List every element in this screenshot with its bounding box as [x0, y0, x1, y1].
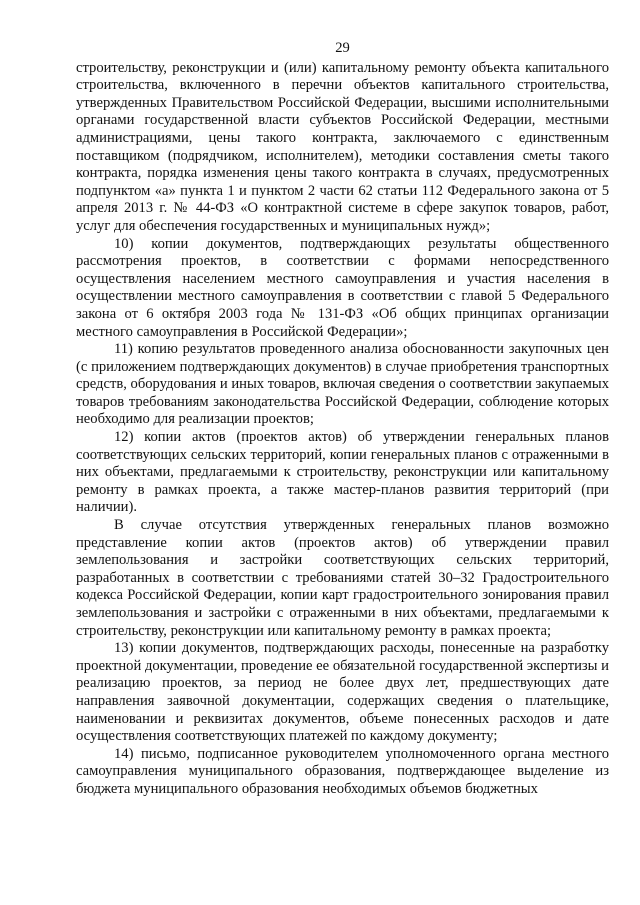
paragraph-item-10: 10) копии документов, подтверждающих результаты общественного рассмотрения проектов, в соответствии с формами непосредственного осуществления населением местного самоуправления и участия населения в осуществлении местного самоуправления в соответствии с главой 5 Федерального закона от 6 октября 2003 года № 131-ФЗ «Об общих принципах организации местного самоуправления в Российской Федерации»; [76, 235, 609, 340]
paragraph-general-plans-absence: В случае отсутствия утвержденных генеральных планов возможно представление копии актов (проектов актов) об утверждении правил землепользования и застройки соответствующих сельских территорий, разработанных в соответствии с требованиями статей 30–32 Градостроительного кодекса Российской Федерации, копии карт градостроительного зонирования правил землепользования и застройки с отраженными в них объектами, предлагаемыми к строительству, реконструкции или капитальному ремонту в рамках проекта; [76, 517, 609, 639]
paragraph-item-11: 11) копию результатов проведенного анализа обоснованности закупочных цен (с приложением подтверждающих документов) в случае приобретения транспортных средств, оборудования и иных товаров, включая сведения о соответствии закупаемых товаров требованиям законодательства Российской Федерации, соблюдение которых необходимо для реализации проектов; [76, 341, 609, 428]
document-page [76, 40, 609, 799]
page-number: 29 [335, 40, 350, 56]
paragraph-item-14: 14) письмо, подписанное руководителем уполномоченного органа местного самоуправления муниципального образования, подтверждающее выделение из бюджета муниципального образования необходимых объемов бюджетных [76, 745, 609, 797]
paragraph-item-12: 12) копии актов (проектов актов) об утверждении генеральных планов соответствующих сельских территорий, копии генеральных планов с отраженными в них объектами, предлагаемыми к строительству, реконструкции или капитальному ремонту в рамках проекта, а также мастер-планов развития территорий (при наличии). [76, 429, 609, 516]
paragraph-item-13: 13) копии документов, подтверждающих расходы, понесенные на разработку проектной документации, проведение ее обязательной государственной экспертизы и реализацию проектов, за период не более двух лет, предшествующих дате направления заявочной документации, содержащих сведения о плательщике, наименовании и реквизитах документов, объеме понесенных расходов и дате осуществления соответствующих платежей по каждому документу; [76, 640, 609, 745]
paragraph-continuation: строительству, реконструкции и (или) капитальному ремонту объекта капитального строительства, включенного в перечни объектов капитального строительства, утвержденных Правительством Российской Федерации, высшими исполнительными органами государственной власти субъектов Российской Федерации, местными администрациями, цены такого контракта, заключаемого с единственным поставщиком (подрядчиком, исполнителем), методики составления сметы такого контракта, порядка изменения цены такого контракта в случаях, предусмотренных подпунктом «а» пункта 1 и пунктом 2 части 62 статьи 112 Федерального закона от 5 апреля 2013 г. № 44-ФЗ «О контрактной системе в сфере закупок товаров, работ, услуг для обеспечения государственных и муниципальных нужд»; [76, 59, 609, 234]
